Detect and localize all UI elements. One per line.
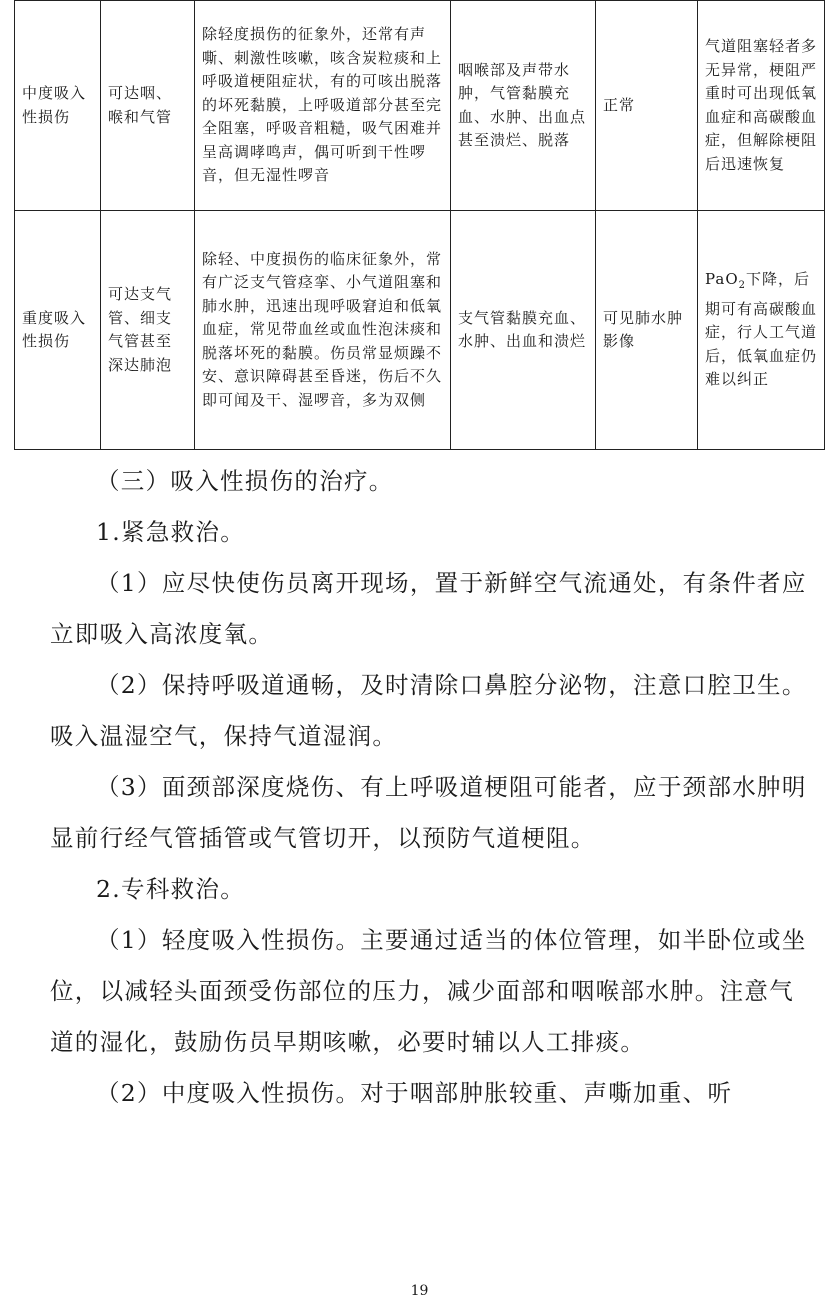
cell-grade: 重度吸入性损伤 — [15, 211, 101, 450]
treatment-body-text — [50, 456, 810, 1119]
cell-endoscopy: 支气管黏膜充血、水肿、出血和溃烂 — [451, 211, 596, 450]
table-row-severe — [15, 211, 825, 450]
inhalation-injury-table-container — [14, 0, 824, 450]
pao2-subscript: 2 — [738, 280, 747, 292]
cell-endoscopy: 咽喉部及声带水肿，气管黏膜充血、水肿、出血点甚至溃烂、脱落 — [451, 1, 596, 211]
page-number: 19 — [410, 1283, 429, 1299]
subheading-specialist: 2.专科救治。 — [96, 875, 246, 903]
cell-grade: 中度吸入性损伤 — [15, 1, 101, 211]
cell-symptoms: 除轻度损伤的征象外，还常有声嘶、刺激性咳嗽，咳含炭粒痰和上呼吸道梗阻症状，有的可咳出脱落的坏死黏膜，上呼吸道部分甚至完全阻塞，呼吸音粗糙，吸气困难并呈高调哮鸣声，偶可听到干性啰音，但无湿性啰音 — [195, 1, 451, 211]
section-heading: （三）吸入性损伤的治疗。 — [96, 467, 394, 495]
paragraph-emergency-1: （1）应尽快使伤员离开现场，置于新鲜空气流通处，有条件者应立即吸入高浓度氧。 — [50, 569, 807, 648]
subheading-emergency: 1.紧急救治。 — [96, 518, 246, 546]
paragraph-specialist-2: （2）中度吸入性损伤。对于咽部肿胀较重、声嘶加重、听 — [96, 1079, 733, 1107]
paragraph-emergency-3: （3）面颈部深度烧伤、有上呼吸道梗阻可能者，应于颈部水肿明显前行经气管插管或气管切开，以预防气道梗阻。 — [50, 773, 807, 852]
cell-blood-gas: 气道阻塞轻者多无异常，梗阻严重时可出现低氧血症和高碳酸血症，但解除梗阻后迅速恢复 — [698, 1, 825, 211]
cell-depth: 可达咽、喉和气管 — [101, 1, 195, 211]
inhalation-injury-severity-table — [14, 0, 825, 450]
blood-gas-text: 下降，后期可有高碳酸血症，行人工气道后，低氧血症仍难以纠正 — [705, 270, 818, 389]
paragraph-emergency-2: （2）保持呼吸道通畅，及时清除口鼻腔分泌物，注意口腔卫生。吸入温湿空气，保持气道湿润。 — [50, 671, 807, 750]
pao2-symbol: PaO — [705, 270, 739, 289]
paragraph-specialist-1: （1）轻度吸入性损伤。主要通过适当的体位管理，如半卧位或坐位，以减轻头面颈受伤部位的压力，减少面部和咽喉部水肿。注意气道的湿化，鼓励伤员早期咳嗽，必要时辅以人工排痰。 — [50, 926, 807, 1056]
cell-blood-gas — [698, 211, 825, 450]
cell-depth: 可达支气管、细支气管甚至深达肺泡 — [101, 211, 195, 450]
table-row-moderate — [15, 1, 825, 211]
cell-xray: 正常 — [596, 1, 698, 211]
cell-xray: 可见肺水肿影像 — [596, 211, 698, 450]
cell-symptoms: 除轻、中度损伤的临床征象外，常有广泛支气管痉挛、小气道阻塞和肺水肿，迅速出现呼吸窘迫和低氧血症，常见带血丝或血性泡沫痰和脱落坏死的黏膜。伤员常显烦躁不安、意识障碍甚至昏迷，伤后不久即可闻及干、湿啰音，多为双侧 — [195, 211, 451, 450]
